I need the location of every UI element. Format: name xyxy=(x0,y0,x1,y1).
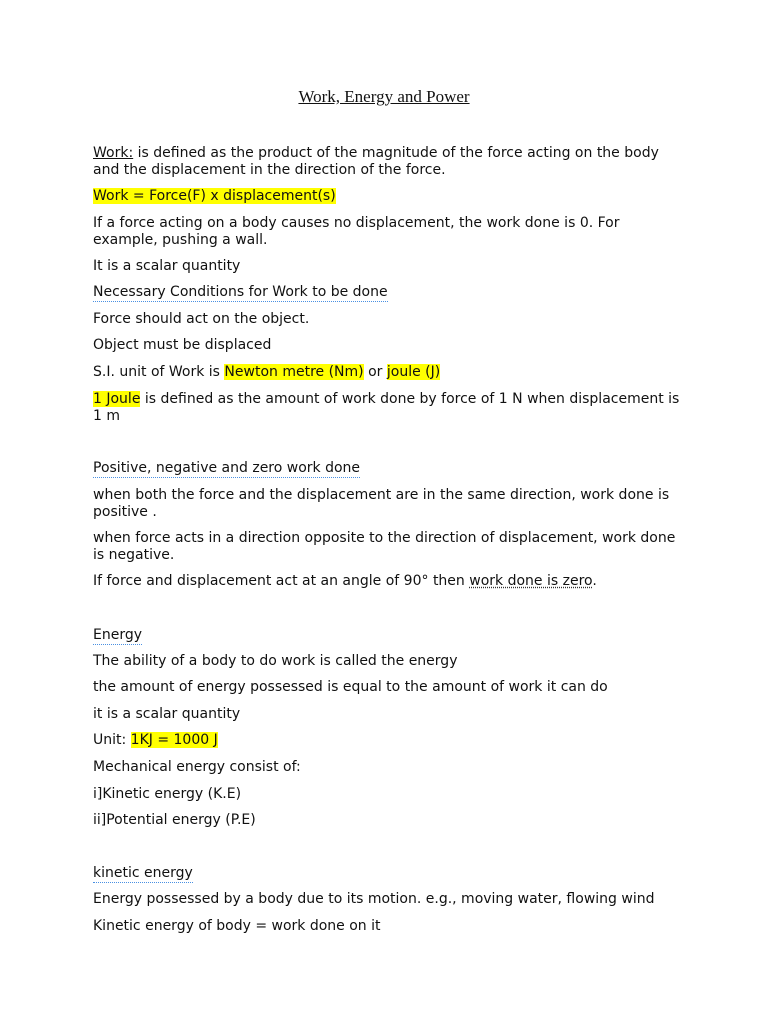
kinetic-energy-work: Kinetic energy of body = work done on it xyxy=(93,918,381,934)
energy-scalar-text: it is a scalar quantity xyxy=(93,706,241,722)
energy-amount-text: the amount of energy possessed is equal to the amount of work it can do xyxy=(93,679,608,695)
zero-work-emphasis: work done is zero xyxy=(469,573,593,589)
pnz-heading: Positive, negative and zero work done xyxy=(93,460,361,476)
energy-definition: The ability of a body to do work is called the energy xyxy=(93,653,458,669)
si-unit-or: or xyxy=(363,364,387,380)
work-definition-text: is defined as the product of the magnitude of the force acting on the body and the displacement in the direction of the force. xyxy=(93,145,659,178)
mechanical-energy-text: Mechanical energy consist of: xyxy=(93,759,301,775)
scalar-quantity-text: It is a scalar quantity xyxy=(93,258,241,274)
energy-unit-prefix: Unit: xyxy=(93,732,131,748)
si-unit-line xyxy=(93,364,683,381)
si-unit-joule: joule (J) xyxy=(386,364,441,380)
page-title: Work, Energy and Power xyxy=(298,87,470,106)
joule-definition xyxy=(93,391,683,425)
energy-heading: Energy xyxy=(93,627,143,643)
zero-work-prefix: If force and displacement act at an angle of 90° then xyxy=(93,573,470,589)
kinetic-heading: kinetic energy xyxy=(93,865,193,881)
positive-work-text: when both the force and the displacement are in the same direction, work done is positive . xyxy=(93,487,670,520)
zero-work-suffix: . xyxy=(592,573,597,589)
work-formula-line xyxy=(93,188,683,205)
kinetic-energy-item: i]Kinetic energy (K.E) xyxy=(93,786,242,802)
condition-force: Force should act on the object. xyxy=(93,311,310,327)
conditions-heading: Necessary Conditions for Work to be done xyxy=(93,284,388,300)
pnz-heading-line xyxy=(93,460,683,477)
energy-unit-line xyxy=(93,732,683,749)
joule-term: 1 Joule xyxy=(93,391,141,407)
no-displacement-text: If a force acting on a body causes no displacement, the work done is 0. For example, pushing a wall. xyxy=(93,215,620,248)
work-formula: Work = Force(F) x displacement(s) xyxy=(93,188,336,204)
negative-work-text: when force acts in a direction opposite to the direction of displacement, work done is negative. xyxy=(93,530,676,563)
conditions-heading-line xyxy=(93,284,683,301)
si-unit-nm: Newton metre (Nm) xyxy=(224,364,364,380)
condition-displaced: Object must be displaced xyxy=(93,337,272,353)
joule-definition-text: is defined as the amount of work done by force of 1 N when displacement is 1 m xyxy=(93,391,680,424)
potential-energy-item: ii]Potential energy (P.E) xyxy=(93,812,256,828)
work-definition xyxy=(93,145,683,179)
energy-heading-line xyxy=(93,627,683,644)
kinetic-heading-line xyxy=(93,865,683,882)
work-term: Work: xyxy=(93,145,134,161)
si-unit-prefix: S.I. unit of Work is xyxy=(93,364,225,380)
energy-unit-value: 1KJ = 1000 J xyxy=(130,732,218,748)
kinetic-energy-definition: Energy possessed by a body due to its motion. e.g., moving water, flowing wind xyxy=(93,891,655,907)
zero-work-line xyxy=(93,573,683,590)
